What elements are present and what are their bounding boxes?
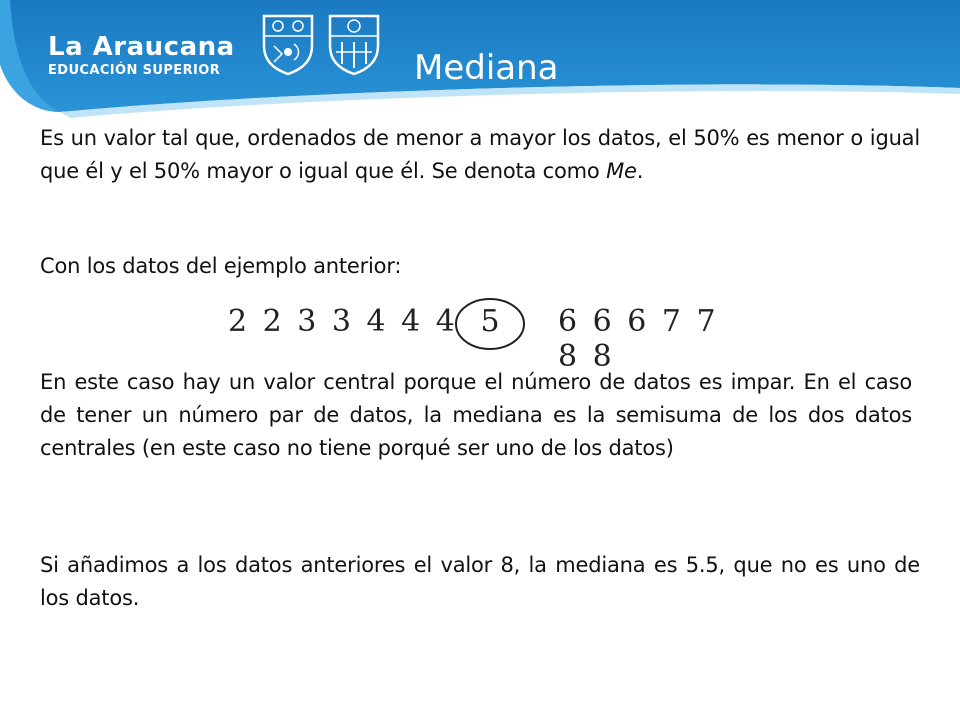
data-sequence (228, 296, 748, 374)
slide-title: Mediana (414, 48, 559, 88)
definition-text: Es un valor tal que, ordenados de menor a mayor los datos, el 50% es menor o igual que él y el 50% mayor o igual que él. Se denota como (40, 126, 920, 183)
right-crest-icon (326, 12, 382, 76)
added-value-paragraph: Si añadimos a los datos anteriores el valor 8, la mediana es 5.5, que no es uno de los datos. (40, 553, 920, 610)
definition-end: . (636, 159, 644, 183)
brand-subtitle: EDUCACIÓN SUPERIOR (48, 63, 221, 78)
median-value: 5 (480, 304, 500, 339)
example-intro: Con los datos del ejemplo anterior: (40, 254, 402, 278)
brand-name: La Araucana (48, 32, 235, 62)
data-values-below-median: 2 2 3 3 4 4 4 (228, 304, 458, 339)
data-values-above-median: 6 6 6 7 7 8 8 (558, 304, 719, 374)
definition-paragraph (40, 122, 920, 188)
central-value-paragraph: En este caso hay un valor central porque el número de datos es impar. En el caso de tener un número par de datos, la mediana es la semisuma de los dos datos centrales (en este caso no tiene porqué ser uno de los datos) (40, 370, 912, 460)
median-symbol: Me (606, 159, 637, 183)
left-crest-icon (260, 12, 316, 76)
